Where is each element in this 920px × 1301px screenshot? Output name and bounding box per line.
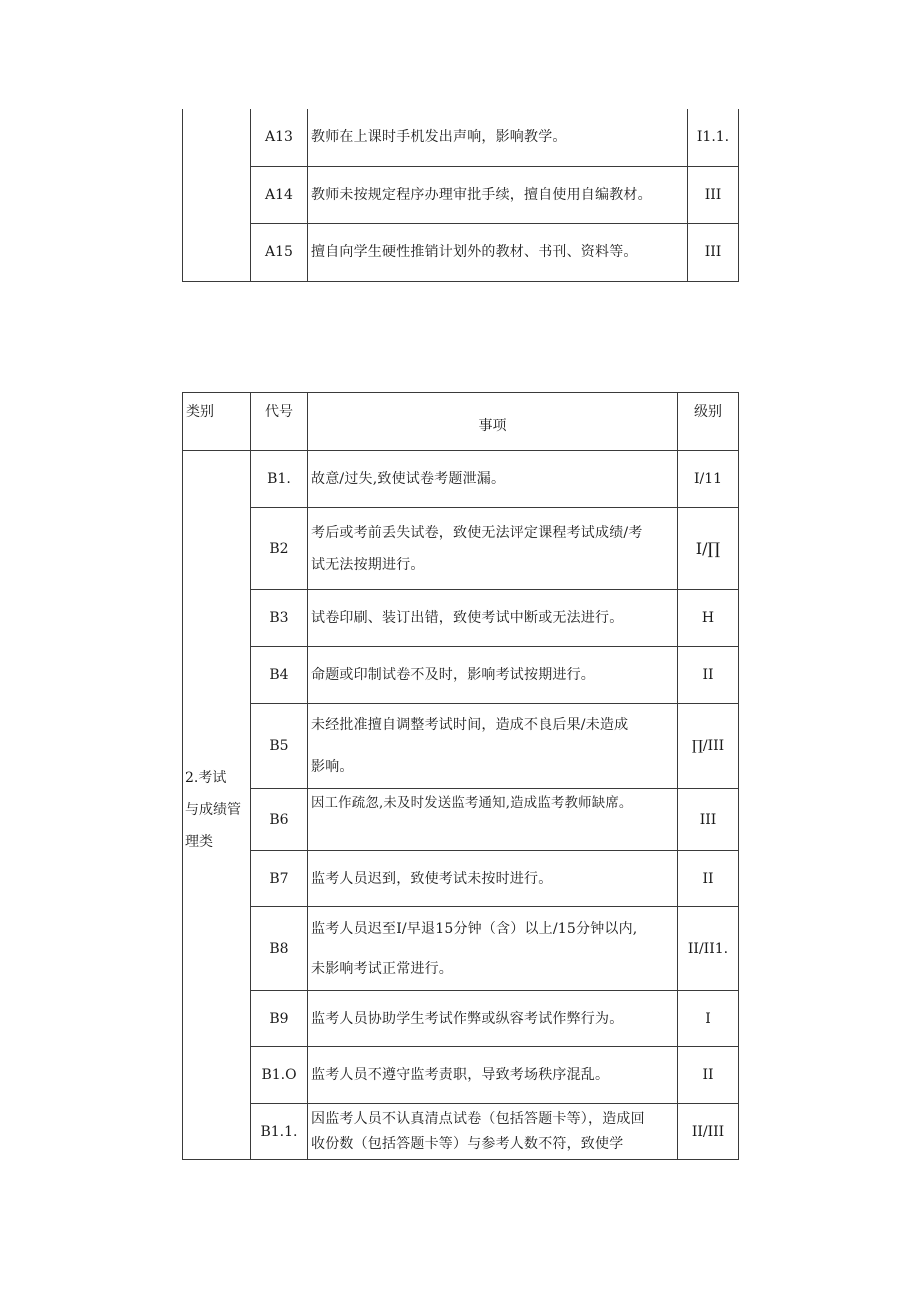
table-row: [183, 647, 739, 704]
table-row: [183, 223, 739, 281]
header-level: 级别: [678, 393, 739, 451]
table-row: [183, 1047, 739, 1104]
level-cell: II/II1.: [678, 907, 739, 991]
category-cell: [183, 451, 251, 1160]
table-row: [183, 508, 739, 590]
table-row: [183, 590, 739, 647]
table-row: [183, 851, 739, 907]
code-cell: A14: [251, 166, 308, 223]
header-code: 代号: [251, 393, 308, 451]
item-cell: [308, 508, 678, 590]
code-cell: A15: [251, 223, 308, 281]
level-cell: I/11: [678, 451, 739, 508]
category-label-line: 2.考试: [185, 770, 227, 786]
code-cell: A13: [251, 109, 308, 166]
level-cell: I: [678, 991, 739, 1047]
item-cell: [308, 907, 678, 991]
level-cell: I/∏: [678, 508, 739, 590]
category-label-line: 理类: [185, 834, 213, 850]
violation-table-a: [182, 109, 739, 282]
item-cell: 教师在上课时手机发出声响，影响教学。: [308, 109, 688, 166]
category-label-line: 与成绩管: [185, 802, 241, 818]
code-cell: B9: [251, 991, 308, 1047]
item-cell: 监考人员不遵守监考责职，导致考场秩序混乱。: [308, 1047, 678, 1104]
code-cell: B2: [251, 508, 308, 590]
level-cell: III: [688, 223, 739, 281]
item-cell: [308, 704, 678, 789]
level-cell: II: [678, 1047, 739, 1104]
item-line: 因监考人员不认真清点试卷（包括答题卡等），造成回: [311, 1110, 645, 1127]
level-cell: I1.1.: [688, 109, 739, 166]
code-cell: B5: [251, 704, 308, 789]
level-cell: ∏/III: [678, 704, 739, 789]
table-row: [183, 451, 739, 508]
table-header-row: [183, 393, 739, 451]
code-cell: B1.O: [251, 1047, 308, 1104]
item-line: 监考人员迟至I/早退15分钟（含）以上/15分钟以内,: [311, 920, 638, 937]
table-row: [183, 789, 739, 851]
item-cell: 监考人员迟到，致使考试未按时进行。: [308, 851, 678, 907]
header-item: 事项: [308, 393, 678, 451]
level-cell: III: [678, 789, 739, 851]
category-cell-empty: [183, 109, 251, 281]
item-cell: [308, 1104, 678, 1160]
code-cell: B1.: [251, 451, 308, 508]
item-cell: 试卷印刷、装订出错，致使考试中断或无法进行。: [308, 590, 678, 647]
level-cell: II: [678, 647, 739, 704]
code-cell: B6: [251, 789, 308, 851]
header-category: 类别: [183, 393, 251, 451]
level-cell: III: [688, 166, 739, 223]
item-line: 考后或考前丢失试卷，致使无法评定课程考试成绩/考: [311, 524, 643, 541]
table-row: [183, 166, 739, 223]
table-row: [183, 109, 739, 166]
item-cell: 教师未按规定程序办理审批手续，擅自使用自编教材。: [308, 166, 688, 223]
item-line: 未影响考试正常进行。: [311, 960, 453, 977]
item-cell: 命题或印制试卷不及时，影响考试按期进行。: [308, 647, 678, 704]
item-cell: 故意/过失,致使试卷考题泄漏。: [308, 451, 678, 508]
code-cell: B7: [251, 851, 308, 907]
code-cell: B3: [251, 590, 308, 647]
code-cell: B8: [251, 907, 308, 991]
level-cell: II: [678, 851, 739, 907]
table-row: [183, 704, 739, 789]
item-line: 影响。: [311, 759, 354, 775]
item-line: 收份数（包括答题卡等）与参考人数不符，致使学: [311, 1135, 624, 1152]
table-row: [183, 991, 739, 1047]
item-cell: 因工作疏忽,未及时发送监考通知,造成监考教师缺席。: [308, 789, 678, 851]
item-line: 试无法按期进行。: [311, 556, 425, 573]
code-cell: B1.1.: [251, 1104, 308, 1160]
violation-table-b: [182, 392, 739, 1160]
code-cell: B4: [251, 647, 308, 704]
item-cell: 擅自向学生硬性推销计划外的教材、书刊、资料等。: [308, 223, 688, 281]
item-cell: 监考人员协助学生考试作弊或纵容考试作弊行为。: [308, 991, 678, 1047]
item-line: 未经批准擅自调整考试时间，造成不良后果/未造成: [311, 717, 629, 733]
level-cell: H: [678, 590, 739, 647]
table-row: [183, 1104, 739, 1160]
table-row: [183, 907, 739, 991]
level-cell: II/III: [678, 1104, 739, 1160]
